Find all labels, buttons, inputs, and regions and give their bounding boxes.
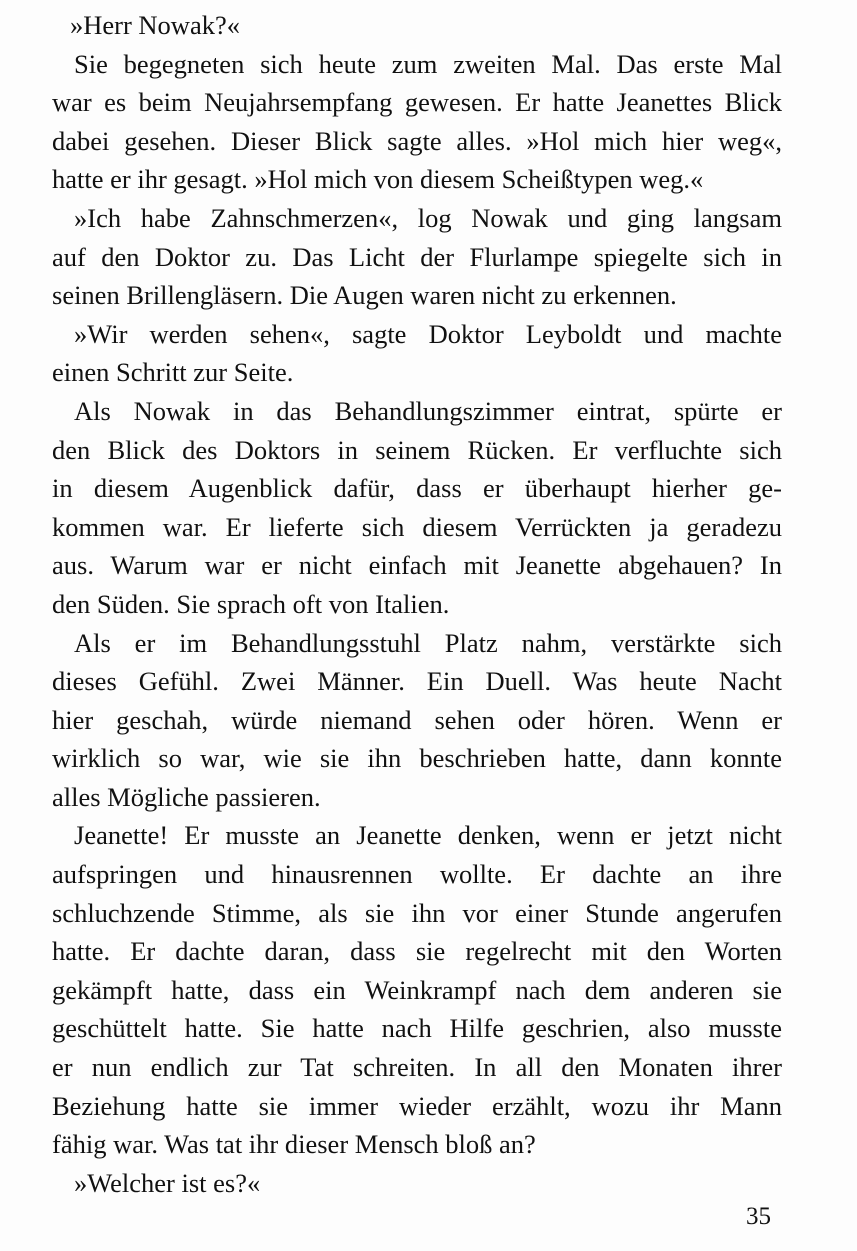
paragraph [30,315,782,392]
text-line: Sie begegneten sich heute zum zweiten Mal. Das erste Mal [74,48,782,79]
text-line: aus. Warum war er nicht einfach mit Jeanette abgehauen? In [52,550,782,581]
page-number: 35 [746,1203,771,1230]
text-line: geschüttelt hatte. Sie hatte nach Hilfe geschrien, also musste [52,1013,782,1044]
text-line: auf den Doktor zu. Das Licht der Flurlampe spiegelte sich in [52,241,782,272]
text-line: wirklich so war, wie sie ihn beschrieben hatte, dann konnte [52,743,782,774]
text-line: schluchzende Stimme, als sie ihn vor einer Stunde angerufen [52,897,782,928]
text-line: den Süden. Sie sprach oft von Italien. [52,588,450,619]
text-line: »Welcher ist es?« [74,1167,261,1198]
text-line: »Wir werden sehen«, sagte Doktor Leyboldt und machte [74,318,782,349]
text-line: in diesem Augenblick dafür, dass er überhaupt hierher ge- [52,473,782,504]
text-line: einen Schritt zur Seite. [52,357,294,388]
text-line: fähig war. Was tat ihr dieser Mensch bloß an? [52,1129,536,1160]
text-line: hier geschah, würde niemand sehen oder hören. Wenn er [52,704,782,735]
text-line: hatte er ihr gesagt. »Hol mich von diesem Scheißtypen weg.« [52,164,704,195]
text-line: »Herr Nowak?« [70,10,240,40]
paragraph [30,1164,782,1203]
text-line: den Blick des Doktors in seinem Rücken. Er verfluchte sich [52,434,782,465]
body-text [30,6,782,1202]
paragraph [30,199,782,315]
paragraph [30,45,782,199]
text-line: Als Nowak in das Behandlungszimmer eintrat, spürte er [74,395,782,426]
text-line: aufspringen und hinausrennen wollte. Er dachte an ihre [52,859,782,890]
text-line: hatte. Er dachte daran, dass sie regelrecht mit den Worten [52,936,782,967]
paragraph [30,6,782,45]
text-line: »Ich habe Zahnschmerzen«, log Nowak und ging langsam [74,202,782,233]
paragraph [30,816,782,1163]
text-line: war es beim Neujahrsempfang gewesen. Er hatte Jeanettes Blick [52,87,782,118]
text-line: Als er im Behandlungsstuhl Platz nahm, verstärkte sich [74,627,782,658]
paragraph [30,624,782,817]
paragraph [30,392,782,624]
text-line: kommen war. Er lieferte sich diesem Verrückten ja geradezu [52,511,782,542]
text-line: seinen Brillengläsern. Die Augen waren nicht zu erkennen. [52,280,677,311]
text-line: er nun endlich zur Tat schreiten. In all den Monaten ihrer [52,1052,782,1083]
text-line: gekämpft hatte, dass ein Weinkrampf nach dem anderen sie [52,974,782,1005]
text-line: dabei gesehen. Dieser Blick sagte alles. »Hol mich hier weg«, [52,125,782,156]
text-line: Beziehung hatte sie immer wieder erzählt, wozu ihr Mann [52,1090,782,1121]
text-line: Jeanette! Er musste an Jeanette denken, wenn er jetzt nicht [74,820,782,851]
text-line: dieses Gefühl. Zwei Männer. Ein Duell. Was heute Nacht [52,666,782,697]
text-line: alles Mögliche passieren. [52,781,321,812]
